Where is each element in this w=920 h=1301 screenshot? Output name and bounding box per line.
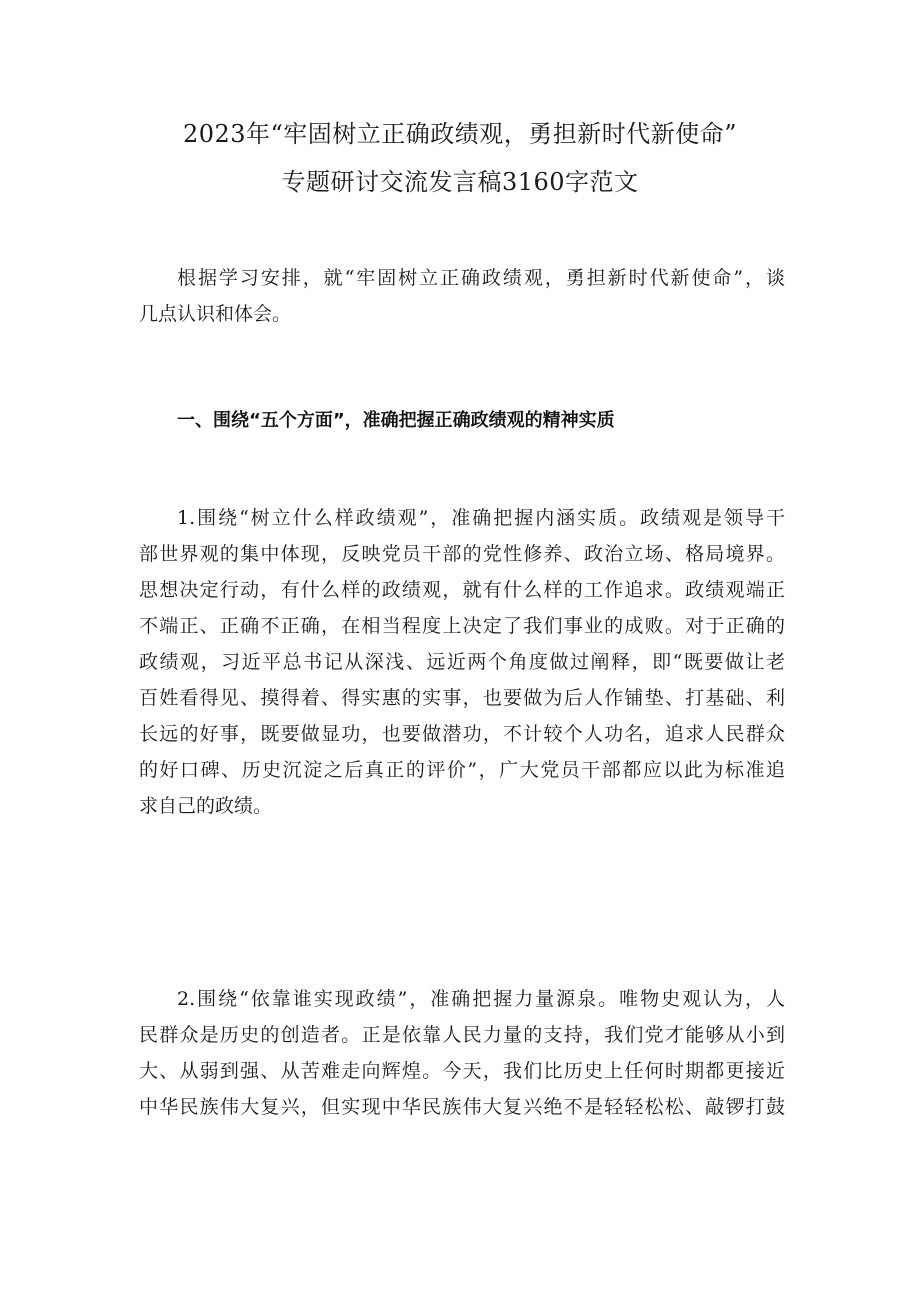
paragraph-line: 中华民族伟大复兴，但实现中华民族伟大复兴绝不是轻轻松松、敲锣打鼓 (139, 1096, 785, 1118)
section-heading: 一、围绕“五个方面”，准确把握正确政绩观的精神实质 (177, 410, 615, 431)
paragraph-line: 1.围绕“树立什么样政绩观”，准确把握内涵实质。政绩观是领导干 (177, 507, 785, 529)
paragraph-line: 政绩观，习近平总书记从深浅、远近两个角度做过阐释，即“既要做让老 (139, 651, 785, 673)
paragraph-line: 长远的好事，既要做显功，也要做潜功，不计较个人功名，追求人民群众 (139, 723, 785, 745)
body-paragraph-1 (139, 500, 785, 824)
paragraph-line: 部世界观的集中体现，反映党员干部的党性修养、政治立场、格局境界。 (139, 543, 785, 565)
paragraph-line: 民群众是历史的创造者。正是依靠人民力量的支持，我们党才能够从小到 (139, 1024, 785, 1046)
document-title-line2: 专题研讨交流发言稿3160字范文 (281, 168, 639, 196)
paragraph-line: 几点认识和体会。 (139, 303, 292, 325)
body-paragraph-2 (139, 981, 785, 1125)
paragraph-line: 的好口碑、历史沉淀之后真正的评价”，广大党员干部都应以此为标准追 (139, 759, 785, 781)
document-title-line1: 2023年“牢固树立正确政绩观，勇担新时代新使命” (182, 120, 738, 148)
paragraph-line: 根据学习安排，就“牢固树立正确政绩观，勇担新时代新使命”，谈 (177, 267, 785, 289)
paragraph-line: 不端正、正确不正确，在相当程度上决定了我们事业的成败。对于正确的 (139, 615, 785, 637)
paragraph-line: 百姓看得见、摸得着、得实惠的实事，也要做为后人作铺垫、打基础、利 (139, 687, 785, 709)
paragraph-line: 思想决定行动，有什么样的政绩观，就有什么样的工作追求。政绩观端正 (139, 579, 785, 601)
intro-paragraph (139, 260, 785, 332)
paragraph-line: 求自己的政绩。 (139, 795, 273, 817)
paragraph-line: 大、从弱到强、从苦难走向辉煌。今天，我们比历史上任何时期都更接近 (139, 1060, 785, 1082)
paragraph-line: 2.围绕“依靠谁实现政绩”，准确把握力量源泉。唯物史观认为，人 (177, 988, 785, 1010)
